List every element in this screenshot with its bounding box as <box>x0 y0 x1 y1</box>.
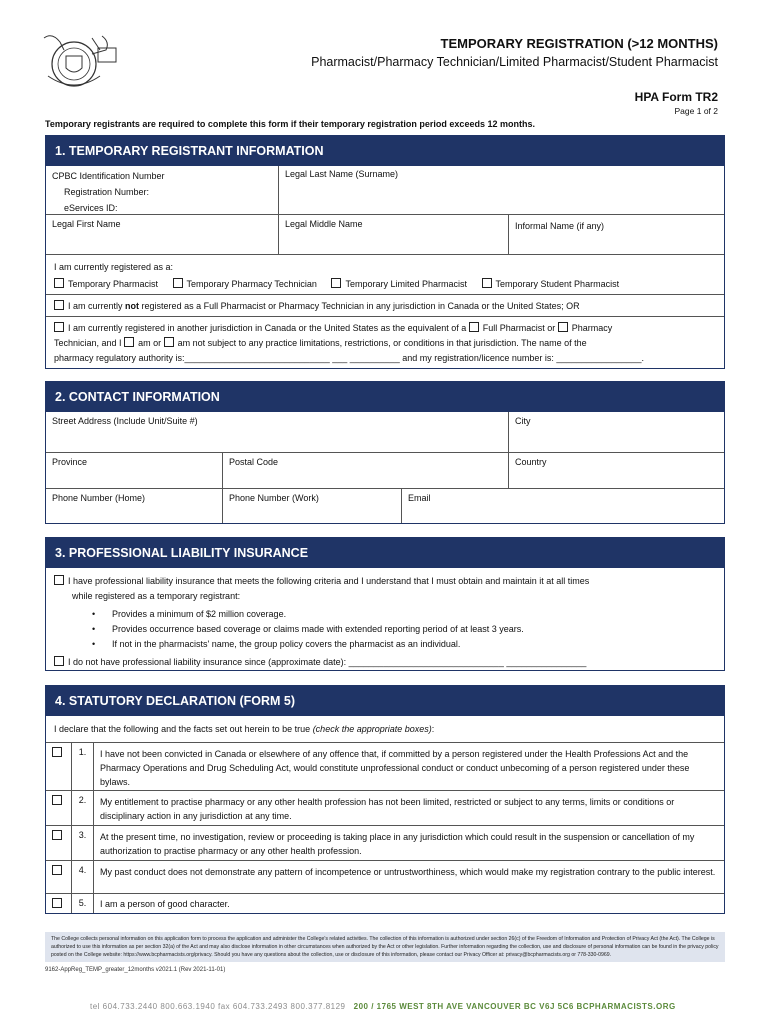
first-name-field[interactable] <box>46 215 279 254</box>
checkbox[interactable] <box>52 865 62 875</box>
province-label: Province <box>52 457 88 467</box>
province-field[interactable] <box>46 453 223 488</box>
checkbox[interactable] <box>173 278 183 288</box>
checkbox[interactable] <box>482 278 492 288</box>
form-code: 9162-AppReg_TEMP_greater_12months v2021.1 (Rev 2021-11-01) <box>45 967 226 973</box>
checkbox[interactable] <box>52 795 62 805</box>
phone-home-label: Phone Number (Home) <box>52 493 146 503</box>
phone-work-label: Phone Number (Work) <box>229 493 319 503</box>
insurance-criteria-list <box>46 607 724 652</box>
street-field[interactable] <box>46 412 509 452</box>
table-row <box>46 790 724 825</box>
eservices-label: eServices ID: <box>64 203 118 213</box>
table-row <box>46 893 724 913</box>
middle-name-label: Legal Middle Name <box>285 219 363 229</box>
item-text: My entitlement to practise pharmacy or any other health profession has not been limited, restricted or subject to any terms, limits or conditions or disciplinary action in any jurisdiction at any time. <box>100 797 675 821</box>
item-text: At the present time, no investigation, review or proceeding is taking place in any jurisdiction which could result in the suspension or cancellation of my authorization to practise pharmacy or any other health profession. <box>100 832 695 856</box>
form-subtitle: Pharmacist/Pharmacy Technician/Limited Pharmacist/Student Pharmacist <box>311 55 718 69</box>
registered-as-label: I am currently registered as a: <box>54 262 174 272</box>
country-label: Country <box>515 457 547 467</box>
section-heading: 1. TEMPORARY REGISTRANT INFORMATION <box>46 136 724 166</box>
last-name-field[interactable] <box>279 166 724 214</box>
informal-name-label: Informal Name (if any) <box>515 221 605 231</box>
checkbox[interactable] <box>52 830 62 840</box>
postal-code-label: Postal Code <box>229 457 279 467</box>
table-row <box>46 742 724 790</box>
item-number: 3. <box>72 826 94 860</box>
no-insurance-option: I do not have professional liability insurance since (approximate date): _______________________________ ________________ <box>46 652 724 672</box>
not-registered-option: I am currently not registered as a Full Pharmacist or Pharmacy Technician in any jurisdiction in Canada or the United States; OR <box>46 294 724 316</box>
checkbox[interactable] <box>164 337 174 347</box>
college-crest-logo <box>40 28 122 94</box>
contact-address: 200 / 1765 WEST 8TH AVE VANCOUVER BC V6J 5C6 BCPHARMACISTS.ORG <box>353 1002 676 1011</box>
checkbox[interactable] <box>54 278 64 288</box>
registration-number-label: Registration Number: <box>64 187 150 197</box>
item-text: I have not been convicted in Canada or elsewhere of any offence that, if committed by a person registered under the Health Professions Act and the Pharmacy Operations and Drug Scheduling Act, would constitute unprofessional conduct or conduct unbecoming of a person registered under these bylaws. <box>100 749 690 787</box>
checkbox[interactable] <box>331 278 341 288</box>
checkbox[interactable] <box>54 322 64 332</box>
city-field[interactable] <box>509 412 724 452</box>
phone-home-field[interactable] <box>46 489 223 523</box>
informal-name-field[interactable] <box>509 215 724 254</box>
checkbox[interactable] <box>54 300 64 310</box>
section-liability-insurance <box>45 537 725 671</box>
form-name: HPA Form TR2 <box>634 90 718 104</box>
first-name-label: Legal First Name <box>52 219 121 229</box>
declaration-intro: I declare that the following and the facts set out herein to be true (check the appropriate boxes): <box>54 724 435 734</box>
cpbc-id-field[interactable] <box>46 166 279 214</box>
option-temp-pharmacist[interactable]: Temporary Pharmacist <box>54 279 158 289</box>
checkbox[interactable] <box>52 898 62 908</box>
checkbox[interactable] <box>54 575 64 585</box>
phone-work-field[interactable] <box>223 489 402 523</box>
checkbox[interactable] <box>558 322 568 332</box>
section-heading: 4. STATUTORY DECLARATION (FORM 5) <box>46 686 724 716</box>
item-number: 1. <box>72 743 94 790</box>
street-label: Street Address (Include Unit/Suite #) <box>52 416 198 426</box>
section-registrant-info <box>45 135 725 369</box>
page-number: Page 1 of 2 <box>674 106 718 116</box>
middle-name-field[interactable] <box>279 215 509 254</box>
privacy-notice: The College collects personal information on this application form to process the application and administer the College's related activities. The collection of this information is authorized under section 26(c) of the Freedom of Information and Protection of Privacy Act (the Act). The College is authorized to use this information as per section 32(a) of the Act and may also disclose information in other circumstances when authorized by the Act or other legislation. Further information regarding the collection, use and disclosure of personal information can be found in the privacy policy posted on the College website: https://www.bcpharmacists.org/privacy. Should you have any questions about the collection, use or disclosure of this information, please contact our Privacy Officer at: privacy@bcpharmacists.org or 778-330-0969. <box>45 932 725 962</box>
form-title: TEMPORARY REGISTRATION (>12 MONTHS) <box>440 36 718 51</box>
form-notice: Temporary registrants are required to complete this form if their temporary registration period exceeds 12 months. <box>45 119 535 129</box>
email-label: Email <box>408 493 431 503</box>
item-number: 5. <box>72 894 94 913</box>
option-temp-limited-pharmacist[interactable]: Temporary Limited Pharmacist <box>331 279 467 289</box>
list-item: • If not in the pharmacists' name, the group policy covers the pharmacist as an individual. <box>92 639 461 649</box>
form-header <box>0 0 770 135</box>
postal-code-field[interactable] <box>223 453 509 488</box>
checkbox[interactable] <box>52 747 62 757</box>
item-number: 2. <box>72 791 94 825</box>
checkbox[interactable] <box>469 322 479 332</box>
table-row <box>46 860 724 893</box>
cpbc-id-label: CPBC Identification Number <box>52 171 165 181</box>
has-insurance-option: I have professional liability insurance that meets the following criteria and I understand that I must obtain and maintain it at all times while registered as a temporary registrant: <box>46 568 724 607</box>
section-statutory-declaration <box>45 685 725 914</box>
list-item: • Provides a minimum of $2 million coverage. <box>92 609 287 619</box>
contact-phones: tel 604.733.2440 800.663.1940 fax 604.733.2493 800.377.8129 <box>90 1002 346 1011</box>
option-temp-pharmacy-tech[interactable]: Temporary Pharmacy Technician <box>173 279 317 289</box>
section-heading: 2. CONTACT INFORMATION <box>46 382 724 412</box>
contact-footer <box>90 1002 676 1011</box>
section-heading: 3. PROFESSIONAL LIABILITY INSURANCE <box>46 538 724 568</box>
city-label: City <box>515 416 531 426</box>
table-row <box>46 825 724 860</box>
checkbox[interactable] <box>54 656 64 666</box>
option-temp-student-pharmacist[interactable]: Temporary Student Pharmacist <box>482 279 620 289</box>
item-text: My past conduct does not demonstrate any pattern of incompetence or untrustworthiness, which would make my registration contrary to the public interest. <box>100 867 716 877</box>
list-item: • Provides occurrence based coverage or claims made with extended reporting period of at least 3 years. <box>92 624 524 634</box>
country-field[interactable] <box>509 453 724 488</box>
registered-other-option: I am currently registered in another jurisdiction in Canada or the United States as the equivalent of a Full Pharmacist or Pharmacy Technician, and I am or am not subject to any practice limitations, restrictions, or conditions in that jurisdiction. The name of the pharmacy regulatory authority is:_____________________________ ___ __________ and my registration/licence number is: _________________. <box>46 316 724 369</box>
last-name-label: Legal Last Name (Surname) <box>285 169 399 179</box>
item-number: 4. <box>72 861 94 893</box>
section-contact-info <box>45 381 725 524</box>
item-text: I am a person of good character. <box>100 899 230 909</box>
checkbox[interactable] <box>124 337 134 347</box>
registration-type-options <box>46 277 724 294</box>
email-field[interactable] <box>402 489 724 523</box>
